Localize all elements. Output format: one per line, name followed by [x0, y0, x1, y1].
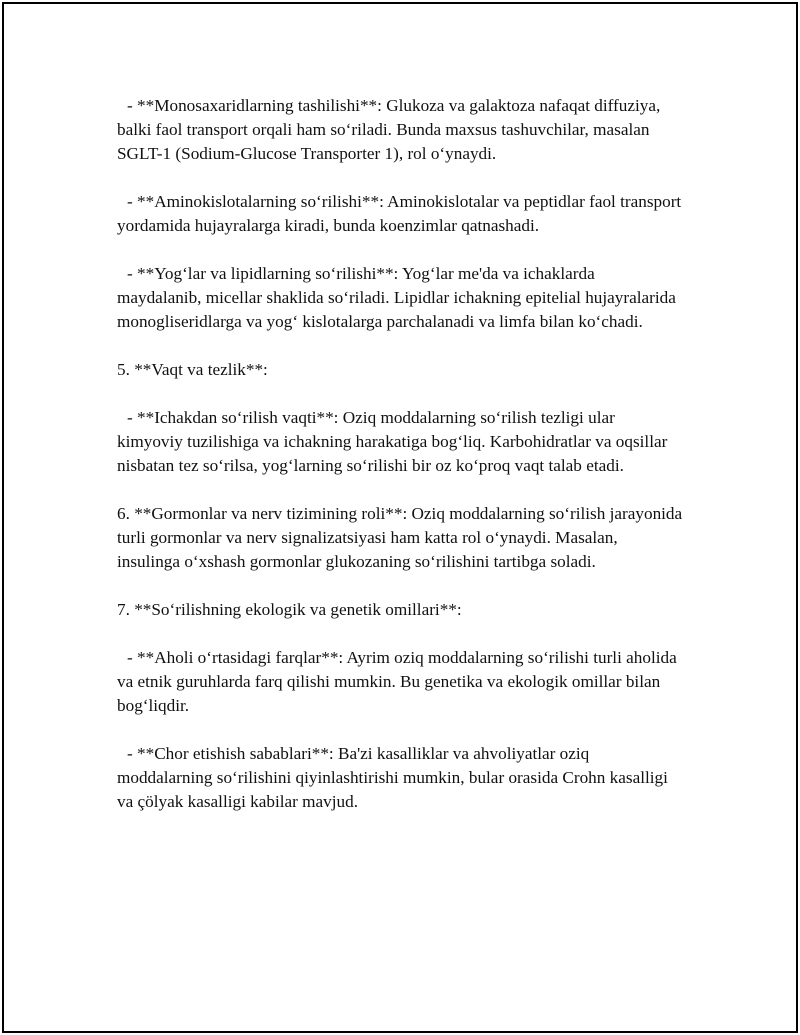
paragraph-amino-acid-absorption: - **Aminokislotalarning so‘rilishi**: Aminokislotalar va peptidlar faol transport yordamida hujayralarga kiradi, bunda koenzimlar qatnashadi.: [117, 192, 682, 235]
document-body: [117, 94, 683, 838]
paragraph-malabsorption-causes: - **Chor etishish sabablari**: Ba'zi kasalliklar va ahvoliyatlar oziq moddalarning so‘rilishini qiyinlashtirishi mumkin, bular orasida Crohn kasalligi va çölyak kasalligi kabilar mavjud.: [117, 744, 668, 811]
paragraph-lipid-absorption: - **Yog‘lar va lipidlarning so‘rilishi**: Yog‘lar me'da va ichaklarda maydalanib, micellar shaklida so‘riladi. Lipidlar ichakning epitelial hujayralarida monogliseridlarga va yog‘ kislotalarga parchalanadi va limfa bilan ko‘chadi.: [117, 264, 676, 331]
paragraph-monosaccharide-transport: - **Monosaxaridlarning tashilishi**: Glukoza va galaktoza nafaqat diffuziya, balki faol transport orqali ham so‘riladi. Bunda maxsus tashuvchilar, masalan SGLT-1 (Sodium-Glucose Transporter 1), rol o‘ynaydi.: [117, 96, 661, 163]
paragraph-hormones-nervous-system: 6. **Gormonlar va nerv tizimining roli**: Oziq moddalarning so‘rilish jarayonida turli gormonlar va nerv signalizatsiyasi ham katta rol o‘ynaydi. Masalan, insulinga o‘xshash gormonlar glukozaning so‘rilishini tartibga soladi.: [117, 504, 683, 571]
section-heading-ecological-genetic-factors: 7. **So‘rilishning ekologik va genetik omillari**:: [117, 600, 462, 619]
paragraph-intestinal-absorption-time: - **Ichakdan so‘rilish vaqti**: Oziq moddalarning so‘rilish tezligi ular kimyoviy tuzilishiga va ichakning harakatiga bog‘liq. Karbohidratlar va oqsillar nisbatan tez so‘rilsa, yog‘larning so‘rilishi bir oz ko‘proq vaqt talab etadi.: [117, 408, 668, 475]
paragraph-population-differences: - **Aholi o‘rtasidagi farqlar**: Ayrim oziq moddalarning so‘rilishi turli aholida va etnik guruhlarda farq qilishi mumkin. Bu genetika va ekologik omillar bilan bog‘liqdir.: [117, 648, 677, 715]
section-heading-time-and-speed: 5. **Vaqt va tezlik**:: [117, 360, 268, 379]
